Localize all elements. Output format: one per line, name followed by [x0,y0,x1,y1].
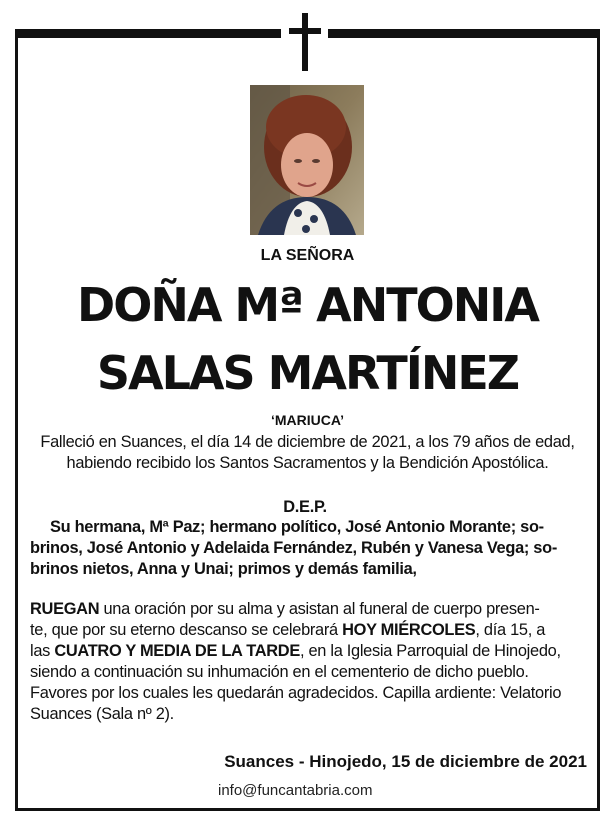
frame-bottom [15,808,600,811]
funeral-paragraph [30,599,585,725]
funeral-line: las CUATRO Y MEDIA DE LA TARDE, en la Iglesia Parroquial de Hinojedo, [30,642,561,660]
family-line: Su hermana, Mª Paz; hermano político, José Antonio Morante; so- [50,518,544,536]
family-line: brinos, José Antonio y Adelaida Fernández, Rubén y Vanesa Vega; so- [30,539,557,557]
frame-right [597,29,600,811]
cross-icon [287,13,323,71]
nickname: ‘MARIUCA’ [270,412,345,428]
contact-email[interactable]: info@funcantabria.com [218,782,373,799]
frame-top-left [15,29,281,38]
funeral-line: Suances (Sala nº 2). [30,705,174,723]
funeral-line: RUEGAN una oración por su alma y asistan al funeral de cuerpo presen- [30,600,540,618]
portrait-photo [250,85,364,235]
family-paragraph [30,517,585,580]
dep: D.E.P. [283,498,327,516]
funeral-line: te, que por su eterno descanso se celebrará HOY MIÉRCOLES, día 15, a [30,621,546,639]
place-date-signature: Suances - Hinojedo, 15 de diciembre de 2021 [224,752,587,771]
title-la-senora: LA SEÑORA [260,247,355,264]
deceased-name-line1: DOÑA Mª ANTONIA [77,278,538,332]
funeral-line: Favores por los cuales les quedarán agradecidos. Capilla ardiente: Velatorio [30,684,562,702]
death-notice-paragraph [30,432,585,474]
frame-top-right [328,29,600,38]
death-notice-line: habiendo recibido los Santos Sacramentos y la Bendición Apostólica. [66,454,549,472]
family-line: brinos nietos, Anna y Unai; primos y demás familia, [30,560,417,578]
death-notice-line: Falleció en Suances, el día 14 de diciembre de 2021, a los 79 años de edad, [40,433,575,451]
deceased-name-line2: SALAS MARTÍNEZ [96,346,519,400]
funeral-line: siendo a continuación su inhumación en el cementerio de dicho pueblo. [30,663,529,681]
